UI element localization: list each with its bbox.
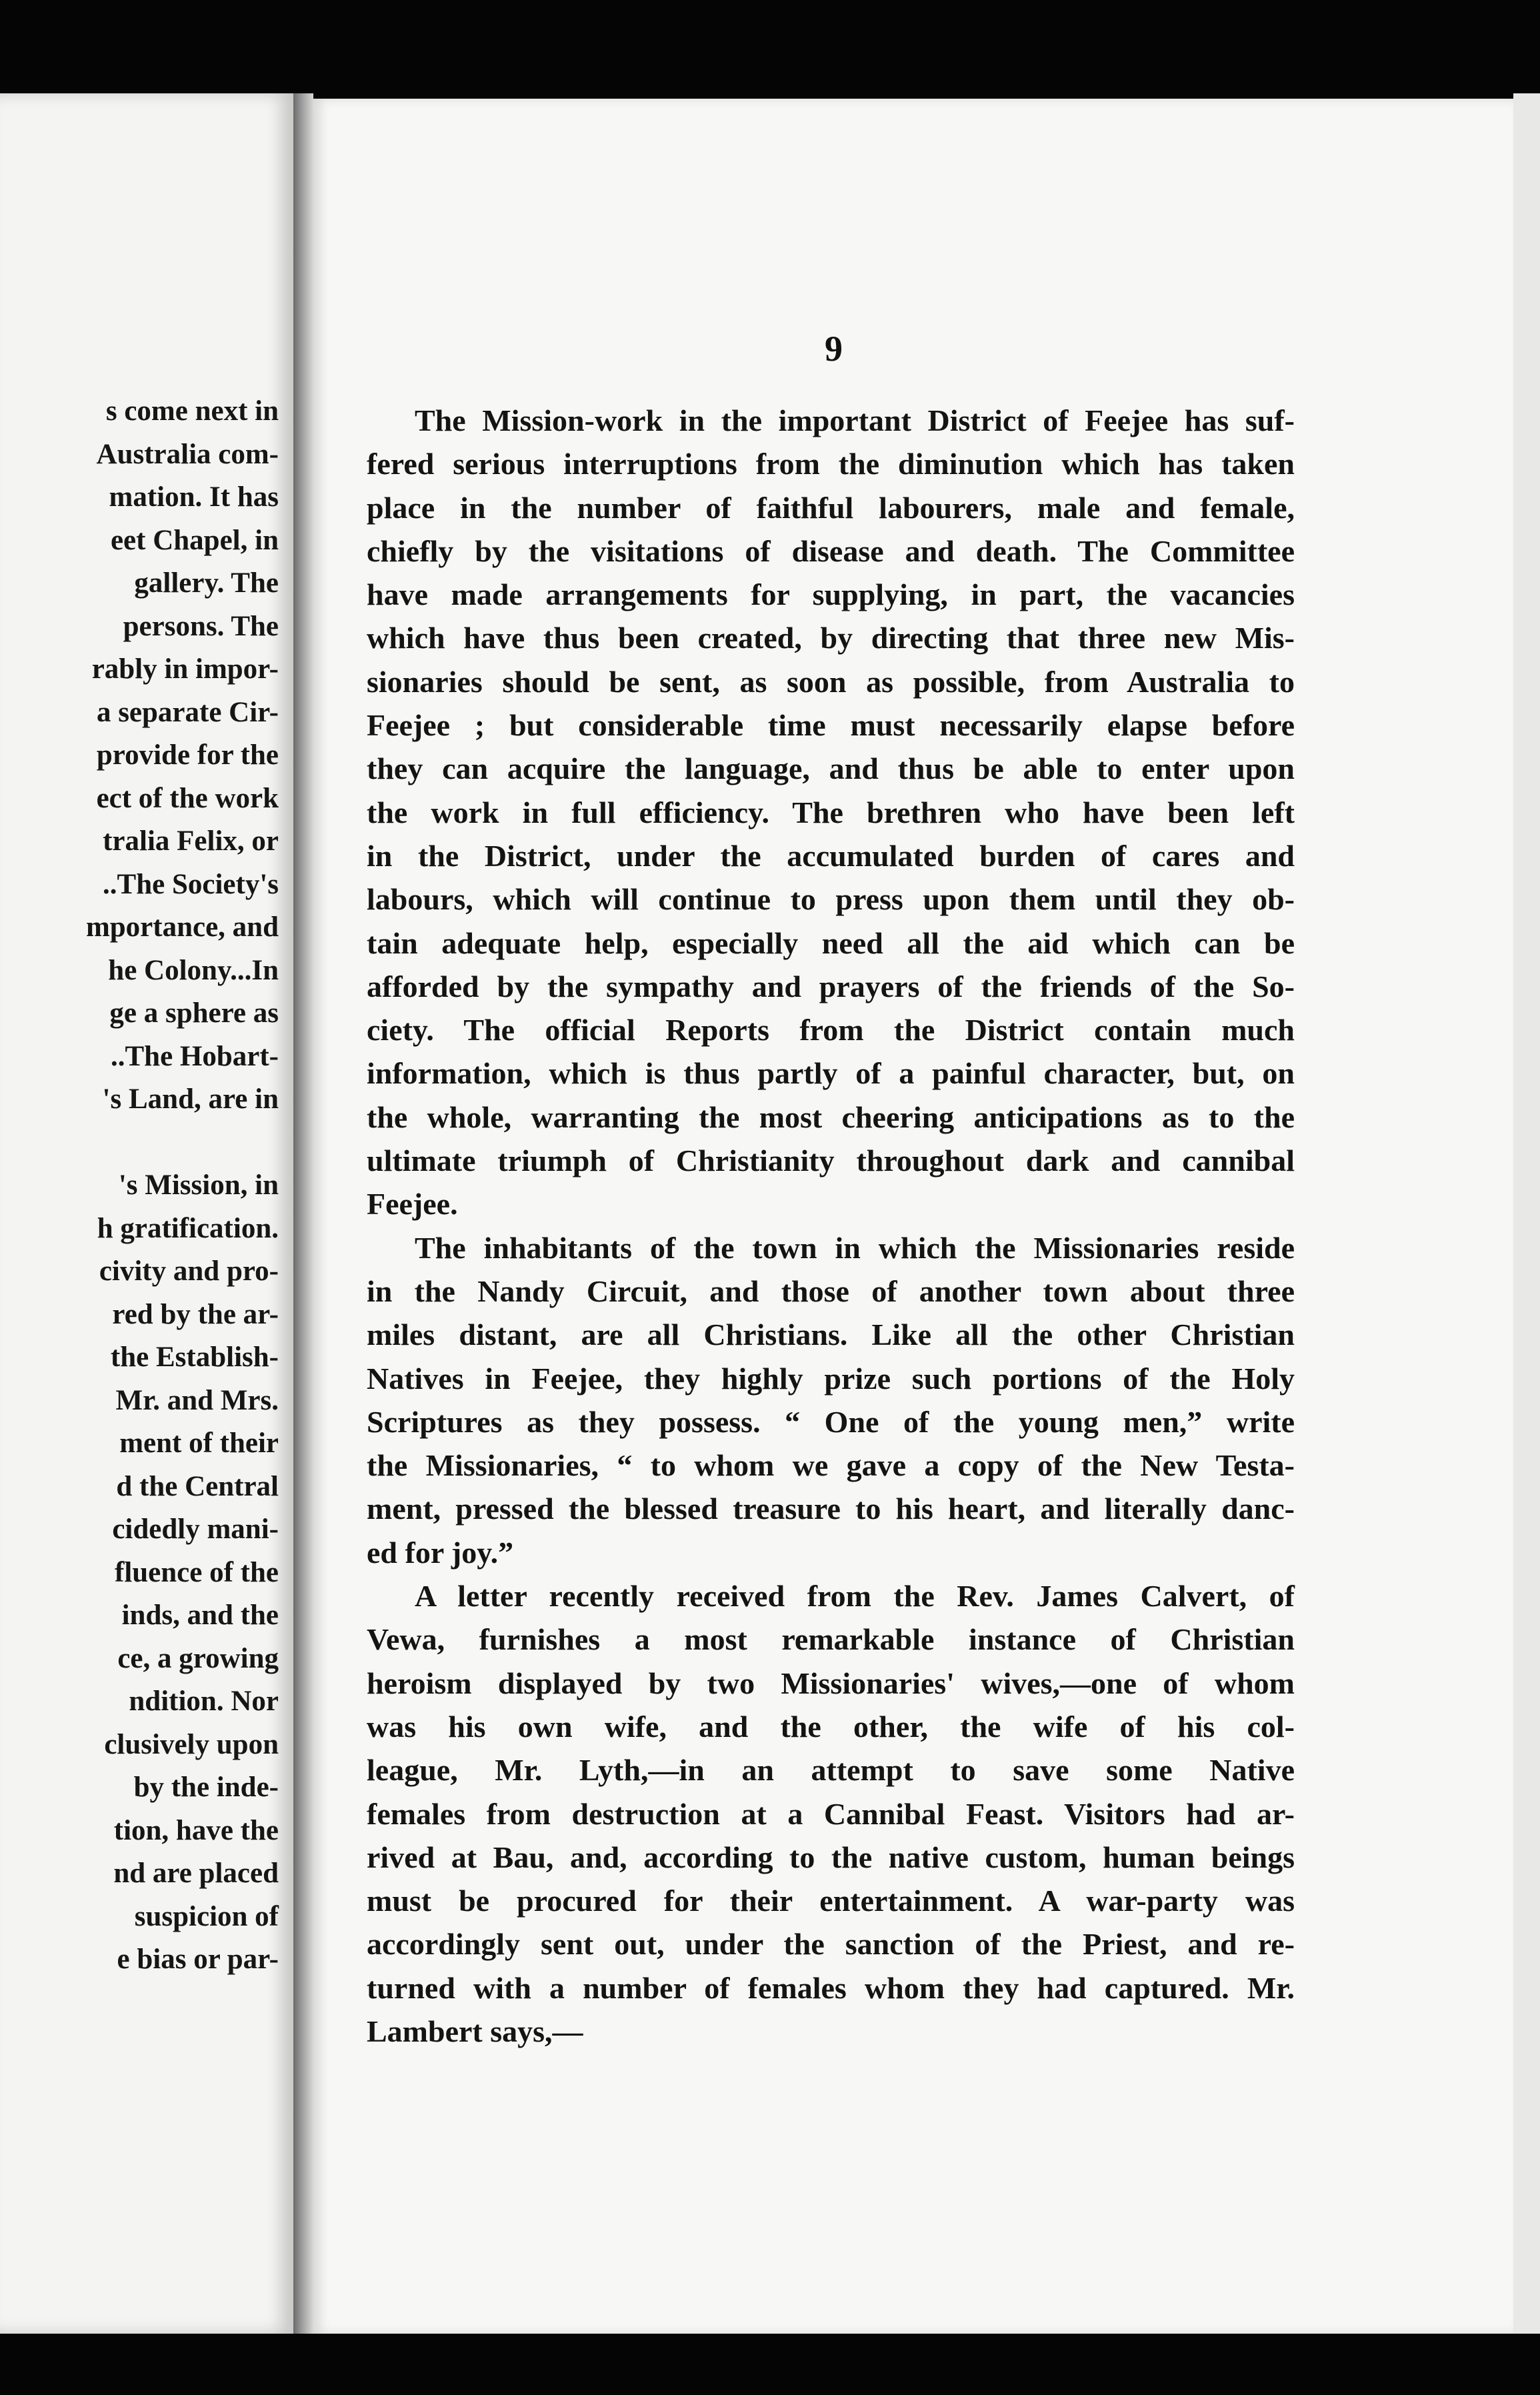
- text-line: place in the number of faithful labourers, male and female,: [367, 490, 1295, 525]
- text-line: was his own wife, and the other, the wife of his col-: [367, 1709, 1295, 1744]
- left-page-line: Mr. and Mrs.: [115, 1384, 279, 1416]
- left-page-line: nd are placed: [113, 1858, 279, 1889]
- left-page-line: mation. It has: [109, 481, 279, 513]
- text-line: information, which is thus partly of a painful character, but, on: [367, 1056, 1295, 1091]
- left-page-line: ndition. Nor: [129, 1686, 279, 1717]
- left-page-line: h gratification.: [97, 1212, 279, 1244]
- left-page-fragment: [0, 93, 293, 2334]
- left-page-line: civity and pro-: [99, 1256, 279, 1287]
- left-page-line: fluence of the: [115, 1556, 279, 1588]
- text-line: ultimate triumph of Christianity throughout dark and cannibal: [367, 1143, 1295, 1178]
- text-line: A letter recently received from the Rev. James Calvert, of: [415, 1579, 1295, 1614]
- left-page-line: ect of the work: [96, 782, 279, 814]
- left-page-line: gallery. The: [134, 567, 279, 599]
- text-line: The inhabitants of the town in which the Missionaries reside: [415, 1230, 1295, 1265]
- left-page-line: suspicion of: [134, 1900, 279, 1932]
- left-page-line: mportance, and: [85, 911, 279, 943]
- left-page-line: 's Mission, in: [118, 1169, 279, 1201]
- text-line: the whole, warranting the most cheering anticipations as to the: [367, 1099, 1295, 1134]
- paragraph: [367, 399, 1295, 1226]
- book-gutter: [293, 93, 313, 2334]
- left-page-line: by the inde-: [133, 1772, 279, 1803]
- text-line: chiefly by the visitations of disease and death. The Committee: [367, 533, 1295, 568]
- left-page-line: eet Chapel, in: [110, 524, 279, 556]
- left-page-line: cidedly mani-: [112, 1514, 279, 1545]
- text-line: accordingly sent out, under the sanction of the Priest, and re-: [367, 1927, 1295, 1962]
- text-line: Lambert says,—: [367, 2014, 583, 2048]
- left-page-line: clusively upon: [104, 1728, 279, 1760]
- left-page-line: s come next in: [105, 395, 279, 427]
- left-page-line: e bias or par-: [117, 1944, 279, 1975]
- text-line: have made arrangements for supplying, in part, the vacancies: [367, 577, 1295, 612]
- left-page-line: d the Central: [116, 1470, 279, 1502]
- text-line: Feejee ; but considerable time must necessarily elapse before: [367, 708, 1295, 743]
- text-line: sionaries should be sent, as soon as possible, from Australia to: [367, 664, 1295, 699]
- text-line: fered serious interruptions from the diminution which has taken: [367, 447, 1295, 481]
- scan-top-border: [0, 0, 1540, 93]
- paragraph: [367, 1574, 1295, 2053]
- text-line: ment, pressed the blessed treasure to his heart, and literally danc-: [367, 1492, 1295, 1526]
- text-line: in the Nandy Circuit, and those of another town about three: [367, 1274, 1295, 1308]
- text-line: the work in full efficiency. The brethren who have been left: [367, 795, 1295, 829]
- left-page-line: rably in impor-: [91, 653, 279, 685]
- text-line: The Mission-work in the important District of Feejee has suf-: [415, 403, 1295, 437]
- text-line: Scriptures as they possess. “ One of the young men,” write: [367, 1404, 1295, 1439]
- text-line: rived at Bau, and, according to the native custom, human beings: [367, 1840, 1295, 1874]
- text-line: females from destruction at a Cannibal Feast. Visitors had ar-: [367, 1796, 1295, 1831]
- left-page-line: ..The Hobart-: [110, 1040, 279, 1072]
- text-line: league, Mr. Lyth,—in an attempt to save some Native: [367, 1753, 1295, 1788]
- paragraph: [367, 1226, 1295, 1574]
- text-line: the Missionaries, “ to whom we gave a copy of the New Testa-: [367, 1448, 1295, 1483]
- text-line: ed for joy.”: [367, 1535, 514, 1570]
- left-page-line: Australia com-: [96, 438, 279, 470]
- left-page-line: ..The Society's: [103, 868, 279, 900]
- text-line: heroism displayed by two Missionaries' wives,—one of whom: [367, 1666, 1295, 1700]
- text-line: in the District, under the accumulated burden of cares and: [367, 838, 1295, 873]
- text-line: miles distant, are all Christians. Like all the other Christian: [367, 1318, 1295, 1352]
- text-line: Vewa, furnishes a most remarkable instance of Christian: [367, 1622, 1295, 1657]
- left-page-line: tralia Felix, or: [103, 825, 279, 857]
- left-page-line: ment of their: [119, 1428, 279, 1459]
- left-page-line: inds, and the: [121, 1600, 279, 1631]
- text-line: they can acquire the language, and thus be able to enter upon: [367, 751, 1295, 786]
- text-line: must be procured for their entertainment. A war-party was: [367, 1884, 1295, 1918]
- left-page-line: ce, a growing: [117, 1642, 279, 1674]
- text-line: Feejee.: [367, 1187, 458, 1222]
- body-text: [367, 399, 1295, 2053]
- text-line: ciety. The official Reports from the District contain much: [367, 1013, 1295, 1047]
- left-page-line: persons. The: [123, 610, 279, 642]
- text-line: Natives in Feejee, they highly prize such portions of the Holy: [367, 1361, 1295, 1396]
- left-page-line: a separate Cir-: [96, 696, 279, 728]
- left-page-line: provide for the: [96, 739, 279, 771]
- left-page-line: 's Land, are in: [102, 1083, 279, 1115]
- left-page-line: red by the ar-: [112, 1298, 279, 1330]
- text-line: afforded by the sympathy and prayers of the friends of the So-: [367, 969, 1295, 1003]
- left-page-line: he Colony...In: [108, 954, 279, 986]
- text-line: turned with a number of females whom they had captured. Mr.: [367, 1970, 1295, 2005]
- text-line: labours, which will continue to press upon them until they ob-: [367, 882, 1295, 917]
- page-edge: [1513, 93, 1540, 2334]
- text-line: tain adequate help, especially need all the aid which can be: [367, 925, 1295, 960]
- page-number: 9: [825, 329, 843, 369]
- left-page-line: the Establish-: [110, 1342, 279, 1373]
- left-page-line: ge a sphere as: [109, 997, 279, 1029]
- left-page-line: tion, have the: [113, 1814, 279, 1846]
- text-line: which have thus been created, by directing that three new Mis-: [367, 621, 1295, 655]
- scan-bottom-border: [0, 2334, 1540, 2395]
